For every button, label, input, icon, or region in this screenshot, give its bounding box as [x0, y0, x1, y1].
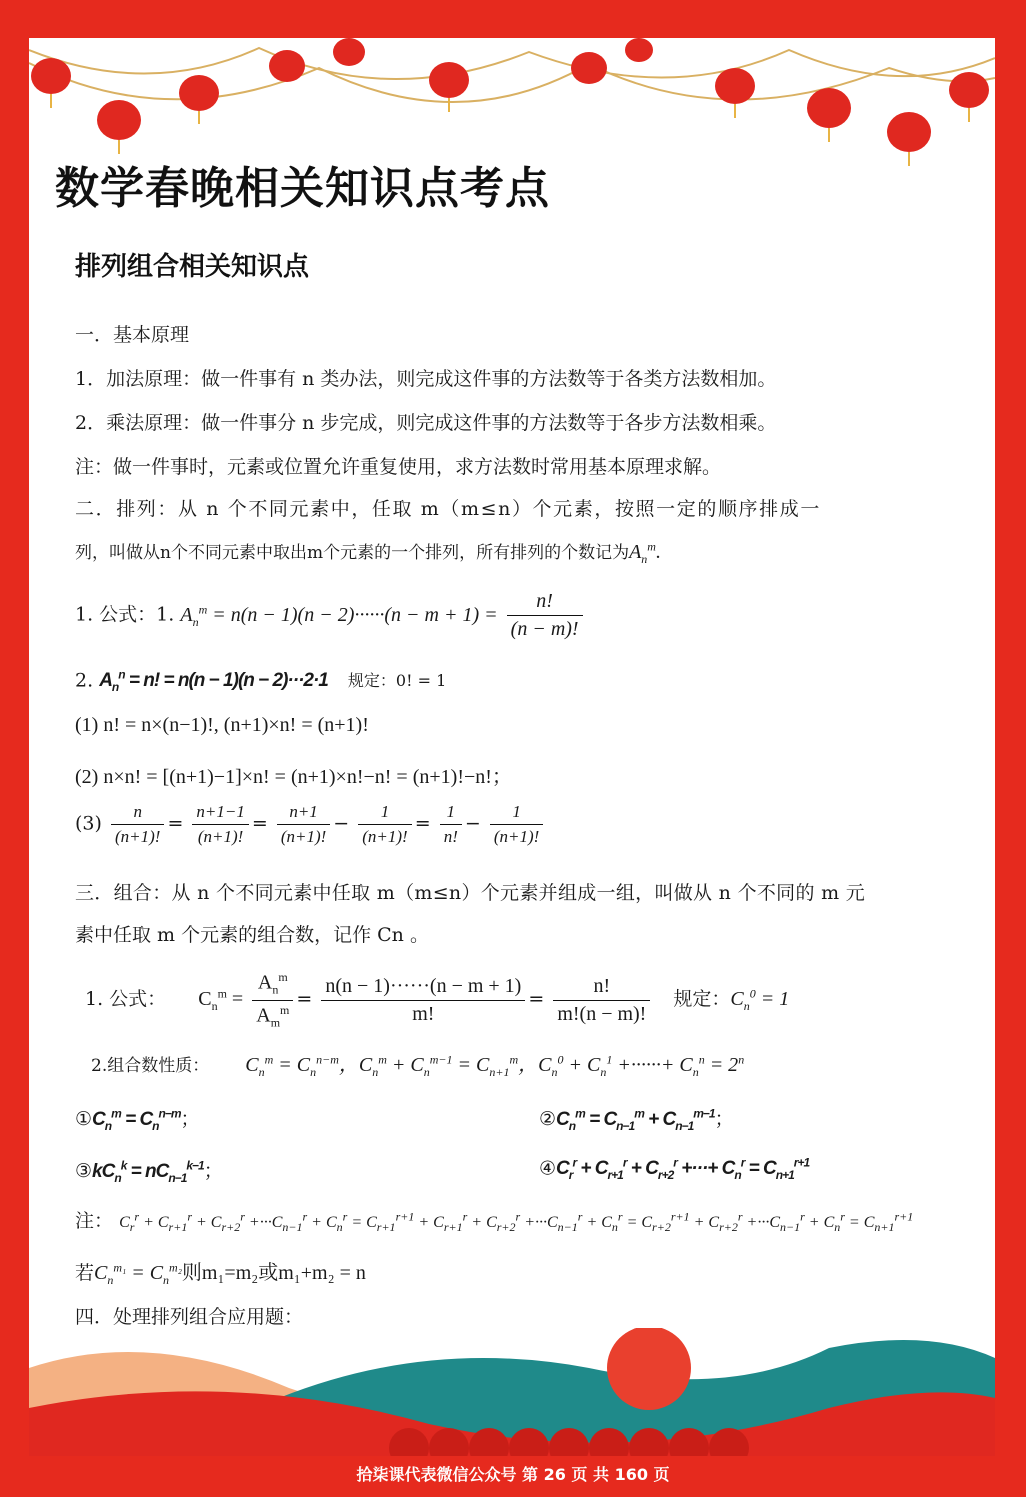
frac-3-den: (n+1)!	[280, 827, 327, 846]
formula-2-expr: = n! = n(n − 1)(n − 2)···2·1	[128, 670, 328, 692]
note-label: 注：	[75, 1210, 114, 1232]
permutation-formula-1: 1. 公式：1. $A_n^m = n(n - 1)(n - 2)\cdot\cdot\cdot\cdot\cdot\cdot(n - m + 1)$ = $\frac{n!}{(n - m)!}$	[75, 590, 586, 641]
frac-5-den: n!	[443, 827, 458, 846]
page	[29, 38, 995, 1456]
permutation-formula-2: 2. $A_n^n = n$! = n(n − 1)(n − 2)···2·1 规定：0! = 1	[75, 668, 447, 695]
frac-2-num: n+1−1	[192, 802, 248, 825]
heading-applications: 四．处理排列组合应用题：	[75, 1306, 304, 1328]
combination-properties: 2.组合数性质： $C_n^m = C_n^{n-m}$，$C_n^m + C_n^{m-1} = C_{n+1}^m$，$C_n^0 + C_n^1$ +······+ $C_n^n = 2^n$	[91, 1052, 745, 1079]
heading-basic-principles: 一．基本原理	[75, 324, 190, 346]
frac-6-num: 1	[490, 802, 543, 825]
comb-rule-label: 规定：	[673, 988, 731, 1011]
formula-1-expr: = n(n − 1)(n − 2)······(n − m + 1) =	[212, 603, 498, 626]
frac-5-num: 1	[440, 802, 462, 825]
identity-1: $①C_n^m = C_n^{n-m}$；	[75, 1106, 200, 1133]
formula-1-denominator: (n − m)!	[510, 618, 579, 640]
principle-note: 注：做一件事时，元素或位置允许重复使用，求方法数时常用基本原理求解。	[75, 456, 722, 478]
condition-rest: 则m₁=m₂或m₁+m₂ = n	[181, 1262, 366, 1284]
combination-condition: 若$C_n^{m_1} = C_n^{m_2}$则m₁=m₂或m₁+m₂ = n	[75, 1260, 366, 1287]
addition-principle: 1．加法原理：做一件事有 n 类办法，则完成这件事的方法数等于各类方法数相加。	[75, 368, 777, 390]
frac-4-num: 1	[358, 802, 411, 825]
permutation-definition-2: 列，叫做从n个不同元素中取出m个元素的一个排列，所有排列的个数记为$A_n^m$.	[75, 539, 661, 566]
identity-3-marker: ③	[75, 1160, 93, 1182]
formula-2-rule: 规定：0! = 1	[347, 671, 447, 691]
identity-1-marker: ①	[75, 1108, 93, 1130]
identity-3: $③kC_n^k = nC_{n-1}^{k-1}$；	[75, 1158, 223, 1185]
factorial-property-2: (2) n×n! = [(n+1)−1]×n! = (n+1)×n!−n! = (n+1)!−n!；	[75, 766, 512, 788]
formula-1-label: 1. 公式：1.	[75, 603, 175, 626]
combination-note: 注： $C_r^r + C_{r+1}^r + C_{r+2}^r +\cdot\cdot\cdot C_{n-1}^r + C_n^r = C_{r+1}^{r+1} + C_{r+1}^r + C_{r+2}^r +\cdot\cdot\cdot C_{n-1}^r + C_n^r = C_{r+2}^{r+1} + C_{r+2}^r +\cdot\cdot\cdot C_{n-1}^r + C_n^r = C_{n+1}^{r+1}$	[75, 1209, 914, 1235]
comb-den-2: m!	[412, 1002, 435, 1025]
comb-props-label: 2.组合数性质：	[91, 1056, 210, 1076]
frac-1-den: (n+1)!	[114, 827, 161, 846]
factorial-property-3: (3) $\frac{n}{(n+1)!}$ = $\frac{n+1-1}{(n+1)!}$ = $\frac{n+1}{(n+1)!}$ − $\frac{1}{(n+1)!}$ = $\frac{1}{n!}$ − $\frac{1}{(n+1)!}$	[75, 802, 546, 847]
page-footer: 拾柒课代表微信公众号 第 26 页 共 160 页	[356, 1465, 670, 1484]
factorial-property-1: (1) n! = n×(n−1)!, (n+1)×n! = (n+1)!	[75, 714, 369, 736]
identity-4: $④C_r^r + C_{r+1}^r + C_{r+2}^r$ +···+ $C_n^r = C_{n+1}^{r+1}$	[539, 1156, 810, 1183]
section-subtitle: 排列组合相关知识点	[75, 252, 310, 282]
formula-2-label: 2.	[75, 669, 94, 692]
permutation-definition-2-text: 列，叫做从n个不同元素中取出m个元素的一个排列，所有排列的个数记为	[75, 543, 630, 563]
permutation-definition-1: 二．排列：从 n 个不同元素中，任取 m（m≤n）个元素，按照一定的顺序排成一	[75, 498, 821, 520]
identity-2: $②C_n^m = C_{n-1}^m + C_{n-1}^{m-1}$；	[539, 1106, 734, 1133]
page-title: 数学春晚相关知识点考点	[55, 163, 550, 214]
formula-1-numerator: n!	[507, 590, 583, 616]
frac-1-num: n	[111, 802, 164, 825]
identity-2-marker: ②	[539, 1108, 557, 1130]
combination-definition-2: 素中任取 m 个元素的组合数，记作 Cn 。	[75, 924, 429, 946]
frac-2-den: (n+1)!	[197, 827, 244, 846]
comb-num-2: n(n − 1)······(n − m + 1)	[321, 975, 525, 1001]
multiplication-principle: 2．乘法原理：做一件事分 n 步完成，则完成这件事的方法数等于各步方法数相乘。	[75, 412, 777, 434]
comb-formula-label: 1. 公式：	[85, 988, 167, 1011]
frac-6-den: (n+1)!	[493, 827, 540, 846]
property-3-label: (3)	[75, 812, 102, 835]
combination-definition-1: 三．组合：从 n 个不同元素中任取 m（m≤n）个元素并组成一组，叫做从 n 个不同的 m 元	[75, 882, 866, 904]
condition-prefix: 若	[75, 1262, 95, 1284]
comb-den-3: m!(n − m)!	[557, 1002, 647, 1025]
frac-4-den: (n+1)!	[362, 827, 408, 846]
frac-3-num: n+1	[277, 802, 330, 825]
wave-decoration	[29, 1328, 995, 1456]
combination-formula: 1. 公式： $C_n^m$ = $\frac{A_n^m}{A_m^m}$ = $\frac{n(n - 1)\cdot\cdot\cdot\cdot\cdot\cdot(n - m + 1)}{m!}$ = $\frac{n!}{m!(n - m)!}$ 规定：$C_n^0 = 1$	[85, 970, 790, 1030]
identity-4-marker: ④	[539, 1157, 557, 1180]
comb-num-3: n!	[553, 975, 650, 1001]
